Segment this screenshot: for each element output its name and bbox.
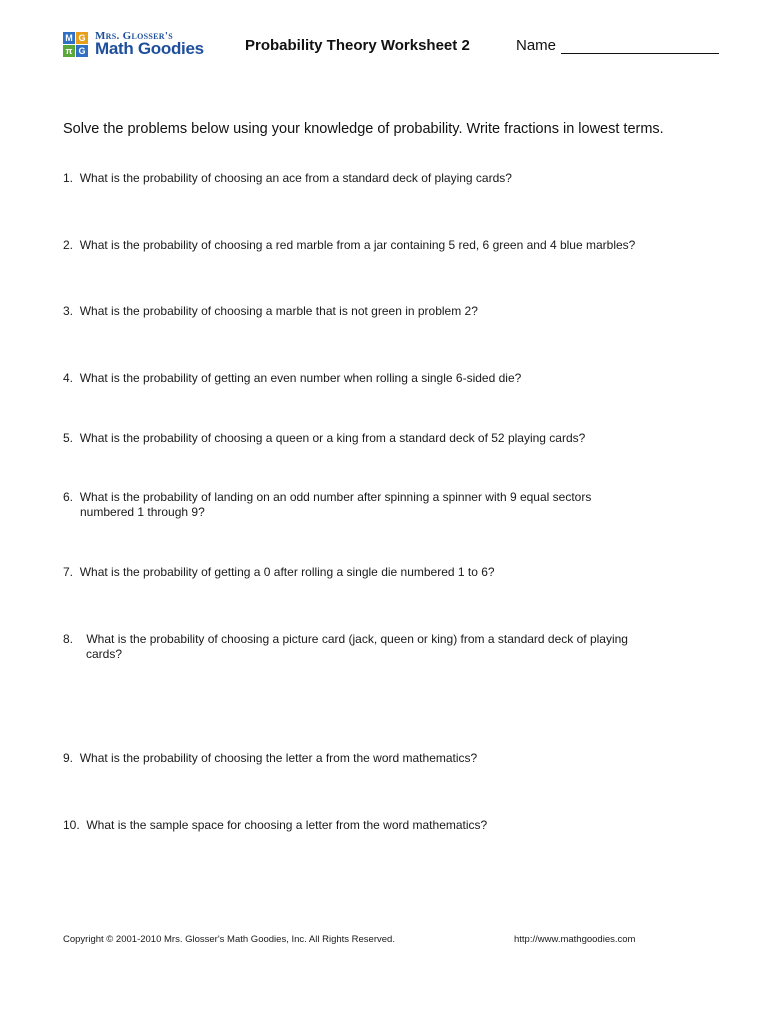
- question-text: What is the probability of choosing the letter a from the word mathematics?: [79, 751, 478, 765]
- question-text: What is the probability of choosing a marble that is not green in problem 2?: [79, 304, 478, 318]
- question-text-continued: cards?: [86, 647, 123, 661]
- question-text: What is the probability of choosing a queen or a king from a standard deck of 52 playing cards?: [79, 431, 586, 445]
- question-number: 9.: [63, 751, 74, 765]
- logo-cell: G: [76, 32, 88, 44]
- question-3: [63, 304, 478, 319]
- logo-grid-icon: [63, 32, 88, 57]
- question-4: [63, 371, 521, 386]
- question-2: [63, 238, 635, 253]
- question-1: [63, 171, 512, 186]
- name-label: Name: [516, 37, 557, 54]
- question-text: What is the probability of choosing an ace from a standard deck of playing cards?: [79, 171, 512, 185]
- logo-top-text: Mrs. Glosser's: [95, 30, 173, 42]
- question-text: What is the probability of getting an even number when rolling a single 6-sided die?: [79, 371, 522, 385]
- brand-logo: [63, 30, 213, 60]
- question-number: 8.: [63, 632, 74, 646]
- worksheet-title: Probability Theory Worksheet 2: [245, 37, 470, 54]
- question-6: [63, 490, 591, 520]
- question-number: 6.: [63, 490, 74, 504]
- question-8: [63, 632, 628, 662]
- logo-cell: π: [63, 45, 75, 57]
- question-5: [63, 431, 585, 446]
- question-number: 5.: [63, 431, 74, 445]
- footer-url[interactable]: http://www.mathgoodies.com: [514, 934, 636, 945]
- question-number: 4.: [63, 371, 74, 385]
- logo-main-text: Math Goodies: [95, 39, 204, 58]
- question-9: [63, 751, 477, 766]
- question-number: 10.: [63, 818, 80, 832]
- question-number: 7.: [63, 565, 74, 579]
- question-7: [63, 565, 495, 580]
- question-10: [63, 818, 487, 833]
- footer-copyright: Copyright © 2001-2010 Mrs. Glosser's Math Goodies, Inc. All Rights Reserved.: [63, 934, 395, 945]
- question-text: What is the probability of getting a 0 after rolling a single die numbered 1 to 6?: [79, 565, 495, 579]
- logo-cell: M: [63, 32, 75, 44]
- logo-cell: G: [76, 45, 88, 57]
- question-text: What is the probability of landing on an odd number after spinning a spinner with 9 equal sectors: [79, 490, 592, 504]
- instructions: Solve the problems below using your knowledge of probability. Write fractions in lowest terms.: [63, 121, 664, 137]
- question-text: What is the probability of choosing a picture card (jack, queen or king) from a standard deck of playing: [86, 632, 628, 646]
- question-number: 2.: [63, 238, 74, 252]
- question-text: What is the sample space for choosing a letter from the word mathematics?: [86, 818, 488, 832]
- question-number: 3.: [63, 304, 74, 318]
- question-text-continued: numbered 1 through 9?: [80, 505, 205, 519]
- name-blank-line[interactable]: [561, 53, 719, 54]
- question-number: 1.: [63, 171, 74, 185]
- question-text: What is the probability of choosing a red marble from a jar containing 5 red, 6 green and 4 blue marbles?: [79, 238, 636, 252]
